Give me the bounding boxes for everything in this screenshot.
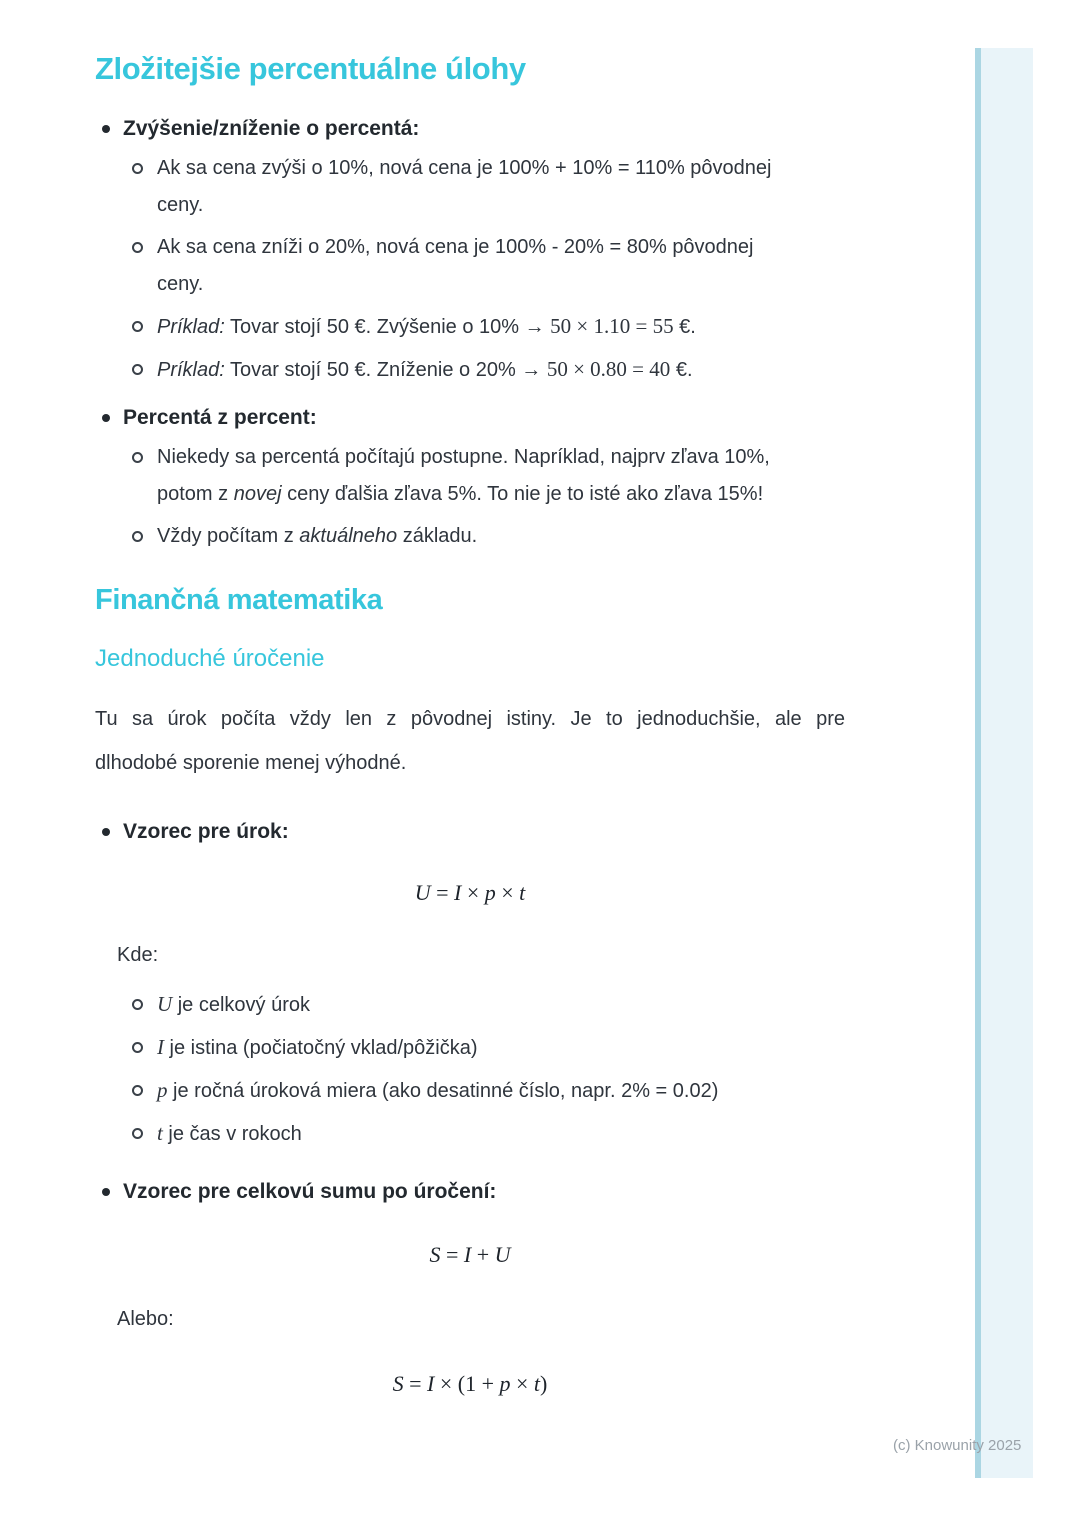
point-text: Vždy počítam z [157, 525, 300, 547]
list-item-title: Vzorec pre celkovú sumu po úročení: [123, 1180, 497, 1203]
list-item-formula-title [95, 1175, 845, 1209]
variables-list [123, 986, 845, 1153]
list-item-formula-title [95, 815, 845, 849]
point-emphasis: aktuálneho [299, 525, 398, 547]
variable-description: je istina (počiatočný vklad/pôžička) [164, 1037, 478, 1059]
percentages-list [95, 112, 845, 555]
point-line: Ak sa cena zníži o 20%, nová cena je 100% - 20% = 80% pôvodnej [157, 236, 754, 258]
intro-paragraph [95, 697, 845, 785]
point-text: potom z [157, 483, 234, 505]
example-label: Príklad: [157, 359, 225, 381]
point-text: základu. [397, 525, 478, 547]
document-content [95, 0, 845, 1428]
variable-symbol: t [157, 1121, 163, 1145]
intro-line: dlhodobé sporenie menej výhodné. [95, 752, 407, 774]
page-side-strip [975, 48, 1033, 1478]
heading-complex-percentages: Zložitejšie percentuálne úlohy [95, 51, 526, 86]
example-text: Tovar stojí 50 €. Zvýšenie o 10% → [224, 316, 551, 338]
list-item-example [123, 351, 845, 389]
example-label: Príklad: [157, 316, 225, 338]
example-text: Tovar stojí 50 €. Zníženie o 20% → [224, 359, 547, 381]
point-emphasis: novej [233, 483, 282, 505]
intro-line: Tu sa úrok počíta vždy len z pôvodnej istiny. Je to jednoduchšie, ale pre [95, 708, 845, 730]
variable-symbol: p [157, 1078, 168, 1102]
point-text: ceny ďalšia zľava 5%. To nie je to isté ako zľava 15%! [281, 483, 764, 505]
list-item-percent-of-percent [95, 401, 845, 555]
list-item-variable [123, 986, 845, 1024]
list-item-title: Vzorec pre úrok: [123, 820, 289, 843]
list-item [123, 518, 845, 555]
variable-symbol: I [157, 1035, 164, 1059]
formula-total-alt: S = I × (1 + p × t) [392, 1371, 548, 1396]
increase-decrease-sublist [123, 150, 845, 389]
percent-of-percent-sublist [123, 439, 845, 555]
list-item-title: Percentá z percent: [123, 406, 317, 429]
example-tail: €. [670, 359, 693, 381]
list-item-example [123, 308, 845, 346]
variable-symbol: U [157, 992, 173, 1016]
where-label: Kde: [117, 944, 159, 966]
inline-math: 50 × 0.80 = 40 [546, 357, 671, 381]
inline-math: 50 × 1.10 = 55 [550, 314, 674, 338]
total-formula-list [95, 1175, 845, 1209]
list-item-title: Zvýšenie/zníženie o percentá: [123, 117, 420, 140]
list-item [123, 229, 845, 303]
variable-description: je čas v rokoch [162, 1123, 302, 1145]
variable-description: je celkový úrok [172, 994, 311, 1016]
copyright-footer: (c) Knowunity 2025 [893, 1437, 1022, 1454]
or-label: Alebo: [117, 1308, 174, 1330]
list-item-variable [123, 1029, 845, 1067]
formula-total: S = I + U [429, 1242, 511, 1267]
heading-simple-interest: Jednoduché úročenie [95, 645, 325, 672]
list-item [123, 150, 845, 224]
example-tail: €. [673, 316, 696, 338]
list-item-variable [123, 1072, 845, 1110]
point-line [157, 476, 845, 513]
point-line: Ak sa cena zvýši o 10%, nová cena je 100% + 10% = 110% pôvodnej [157, 157, 772, 179]
heading-financial-math: Finančná matematika [95, 584, 383, 616]
point-line: Niekedy sa percentá počítajú postupne. Napríklad, najprv zľava 10%, [157, 446, 770, 468]
list-item-increase-decrease [95, 112, 845, 389]
interest-formula-list [95, 815, 845, 849]
variable-description: je ročná úroková miera (ako desatinné číslo, napr. 2% = 0.02) [167, 1080, 719, 1102]
point-line: ceny. [157, 273, 204, 295]
point-line: ceny. [157, 194, 204, 216]
list-item [123, 439, 845, 513]
list-item-variable [123, 1115, 845, 1153]
formula-interest: U = I × p × t [414, 880, 526, 905]
